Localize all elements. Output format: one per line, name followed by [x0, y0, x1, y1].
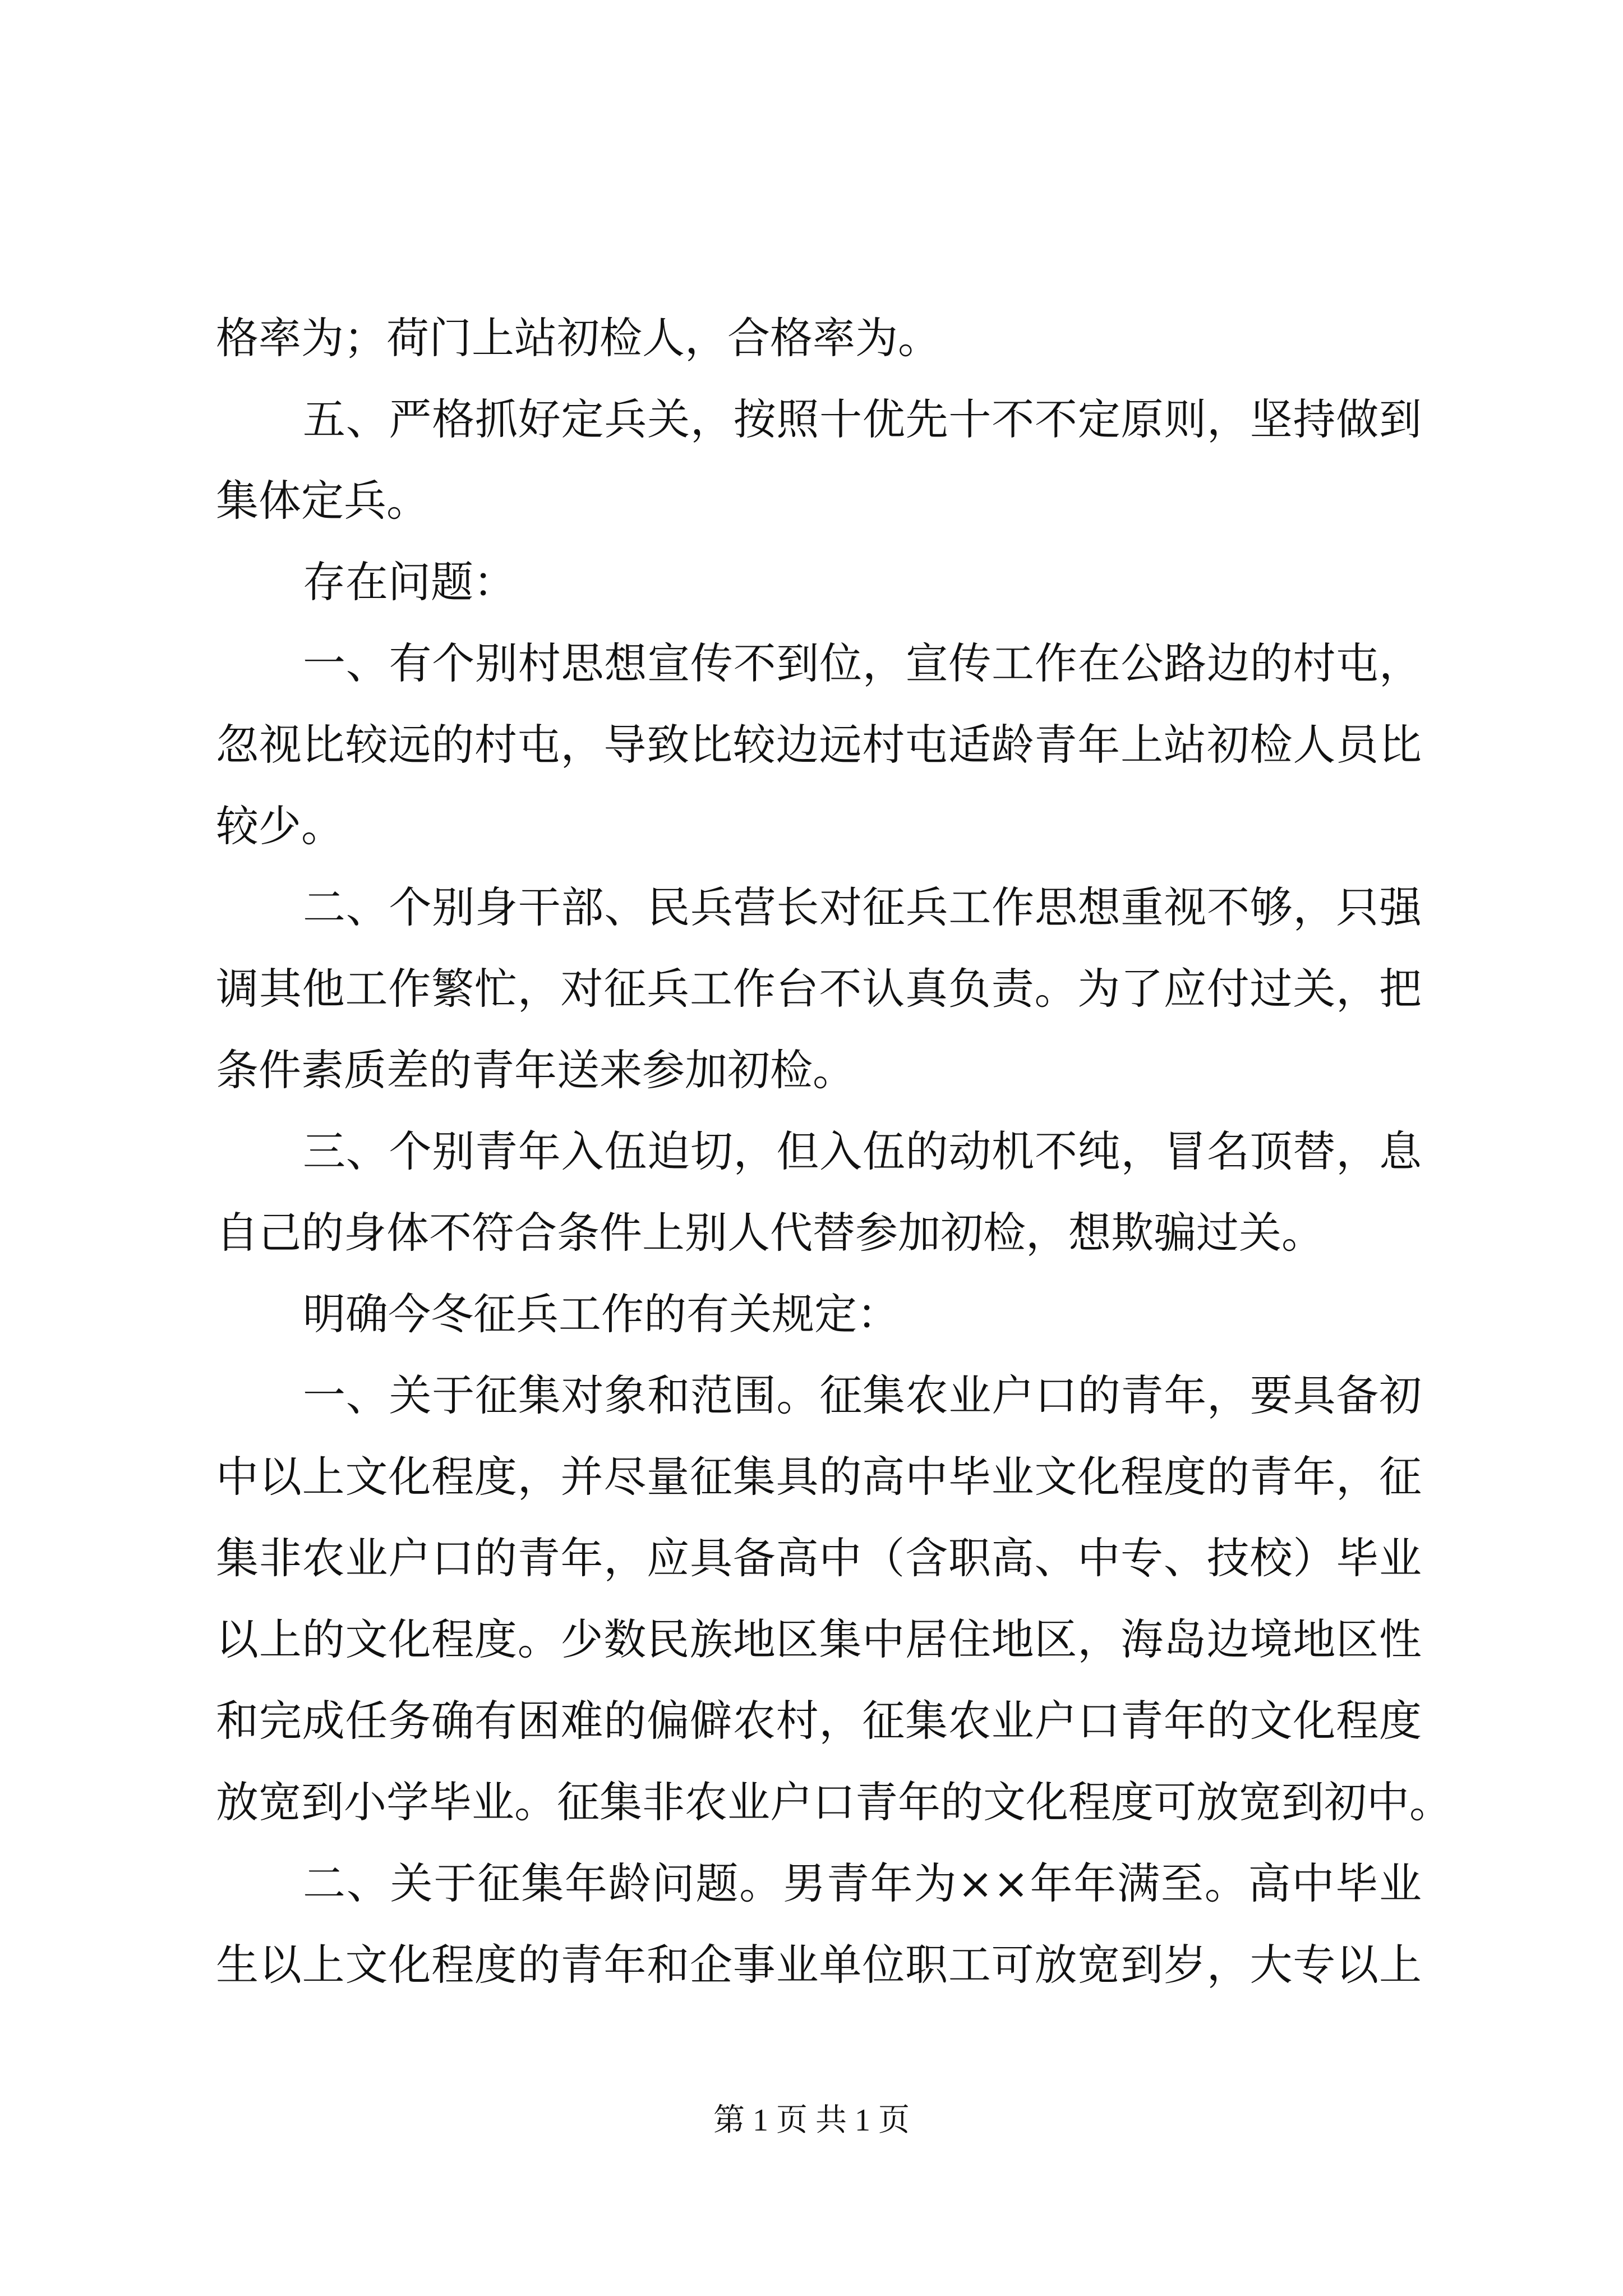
text-line: 三、个别青年入伍迫切，但入伍的动机不纯，冒名顶替，息	[303, 1126, 1422, 1176]
text-line: 格率为；荷门上站初检人，合格率为。	[216, 313, 940, 363]
text-line: 放宽到小学毕业。征集非农业户口青年的文化程度可放宽到初中。	[216, 1777, 1452, 1827]
text-line: 集体定兵。	[216, 476, 429, 526]
text-line: 二、个别身干部、民兵营长对征兵工作思想重视不够，只强	[303, 882, 1422, 932]
text-line: 中以上文化程度，并尽量征集具的高中毕业文化程度的青年，征	[216, 1452, 1422, 1502]
text-line: 一、关于征集对象和范围。征集农业户口的青年，要具备初	[303, 1370, 1422, 1420]
text-line: 二、关于征集年龄问题。男青年为××年年满至。高中毕业	[303, 1858, 1422, 1908]
text-line: 生以上文化程度的青年和企事业单位职工可放宽到岁，大专以上	[216, 1940, 1422, 1990]
text-line: 五、严格抓好定兵关，按照十优先十不不定原则，坚持做到	[303, 394, 1422, 444]
text-line: 一、有个别村思想宣传不到位，宣传工作在公路边的村屯，	[303, 638, 1422, 688]
page-number-footer: 第 1 页 共 1 页	[713, 2103, 910, 2138]
text-line: 调其他工作繁忙，对征兵工作台不认真负责。为了应付过关，把	[216, 964, 1422, 1014]
section-heading: 存在问题：	[303, 557, 516, 607]
text-line: 较少。	[216, 801, 344, 851]
section-heading: 明确今冬征兵工作的有关规定：	[303, 1289, 900, 1339]
text-line: 自己的身体不符合条件上别人代替参加初检，想欺骗过关。	[216, 1208, 1324, 1258]
text-line: 和完成任务确有困难的偏僻农村，征集农业户口青年的文化程度	[216, 1696, 1422, 1746]
text-line: 忽视比较远的村屯，导致比较边远村屯适龄青年上站初检人员比	[216, 720, 1422, 770]
text-line: 集非农业户口的青年，应具备高中（含职高、中专、技校）毕业	[216, 1533, 1422, 1583]
text-line: 以上的文化程度。少数民族地区集中居住地区，海岛边境地区性	[216, 1614, 1422, 1664]
text-line: 条件素质差的青年送来参加初检。	[216, 1045, 855, 1095]
